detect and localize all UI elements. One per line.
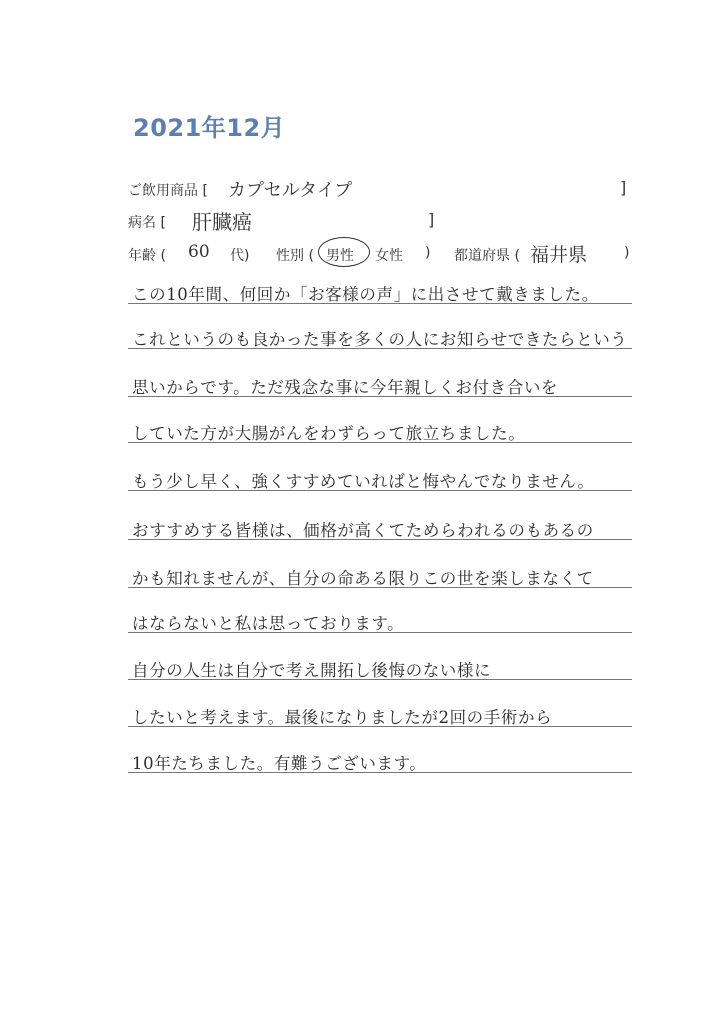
letter-line: もう少し早く、強くすすめていればと悔やんでなりません。: [132, 472, 595, 491]
letter-line: 思いからです。ただ残念な事に今年親しくお付き合いを: [132, 378, 559, 397]
letter-line: かも知れませんが、自分の命ある限りこの世を楽しまなくて: [132, 569, 594, 588]
prefecture-value: 福井県: [530, 244, 588, 266]
letter-line: これというのも良かった事を多くの人にお知らせできたらという: [132, 330, 628, 349]
product-label: ご飲用商品 [: [128, 183, 208, 199]
letter-line: おすすめする皆様は、価格が高くてためらわれるのもあるの: [132, 521, 594, 540]
letter-line: していた方が大腸がんをわずらって旅立ちました。: [132, 424, 526, 443]
disease-value: 肝臓癌: [192, 210, 252, 234]
gender-close-paren: ): [425, 245, 431, 261]
product-close-bracket: ]: [620, 178, 627, 197]
prefecture-label: 都道府県 (: [454, 248, 520, 264]
age-label: 年齢 (: [128, 248, 166, 264]
date-heading: 2021年12月: [133, 114, 286, 142]
letter-line: この10年間、何回か「お客様の声」に出させて戴きました。: [132, 285, 599, 304]
disease-close-bracket: ]: [428, 210, 435, 229]
gender-female-option: 女性: [375, 248, 403, 264]
age-value: 60: [188, 242, 210, 262]
letter-line: 自分の人生は自分で考え開拓し後悔のない様に: [132, 661, 492, 680]
product-value: カプセルタイプ: [228, 180, 353, 201]
gender-male-option: 男性: [326, 248, 354, 264]
letter-line: したいと考えます。最後になりましたが2回の手術から: [132, 708, 553, 727]
disease-label: 病名 [: [128, 215, 166, 231]
gender-label: 性別 (: [276, 248, 314, 264]
prefecture-close-paren: ): [624, 245, 630, 261]
age-unit: 代): [230, 248, 250, 264]
letter-line: はならないと私は思っております。: [132, 614, 405, 633]
letter-line: 10年たちました。有難うございます。: [132, 754, 427, 773]
